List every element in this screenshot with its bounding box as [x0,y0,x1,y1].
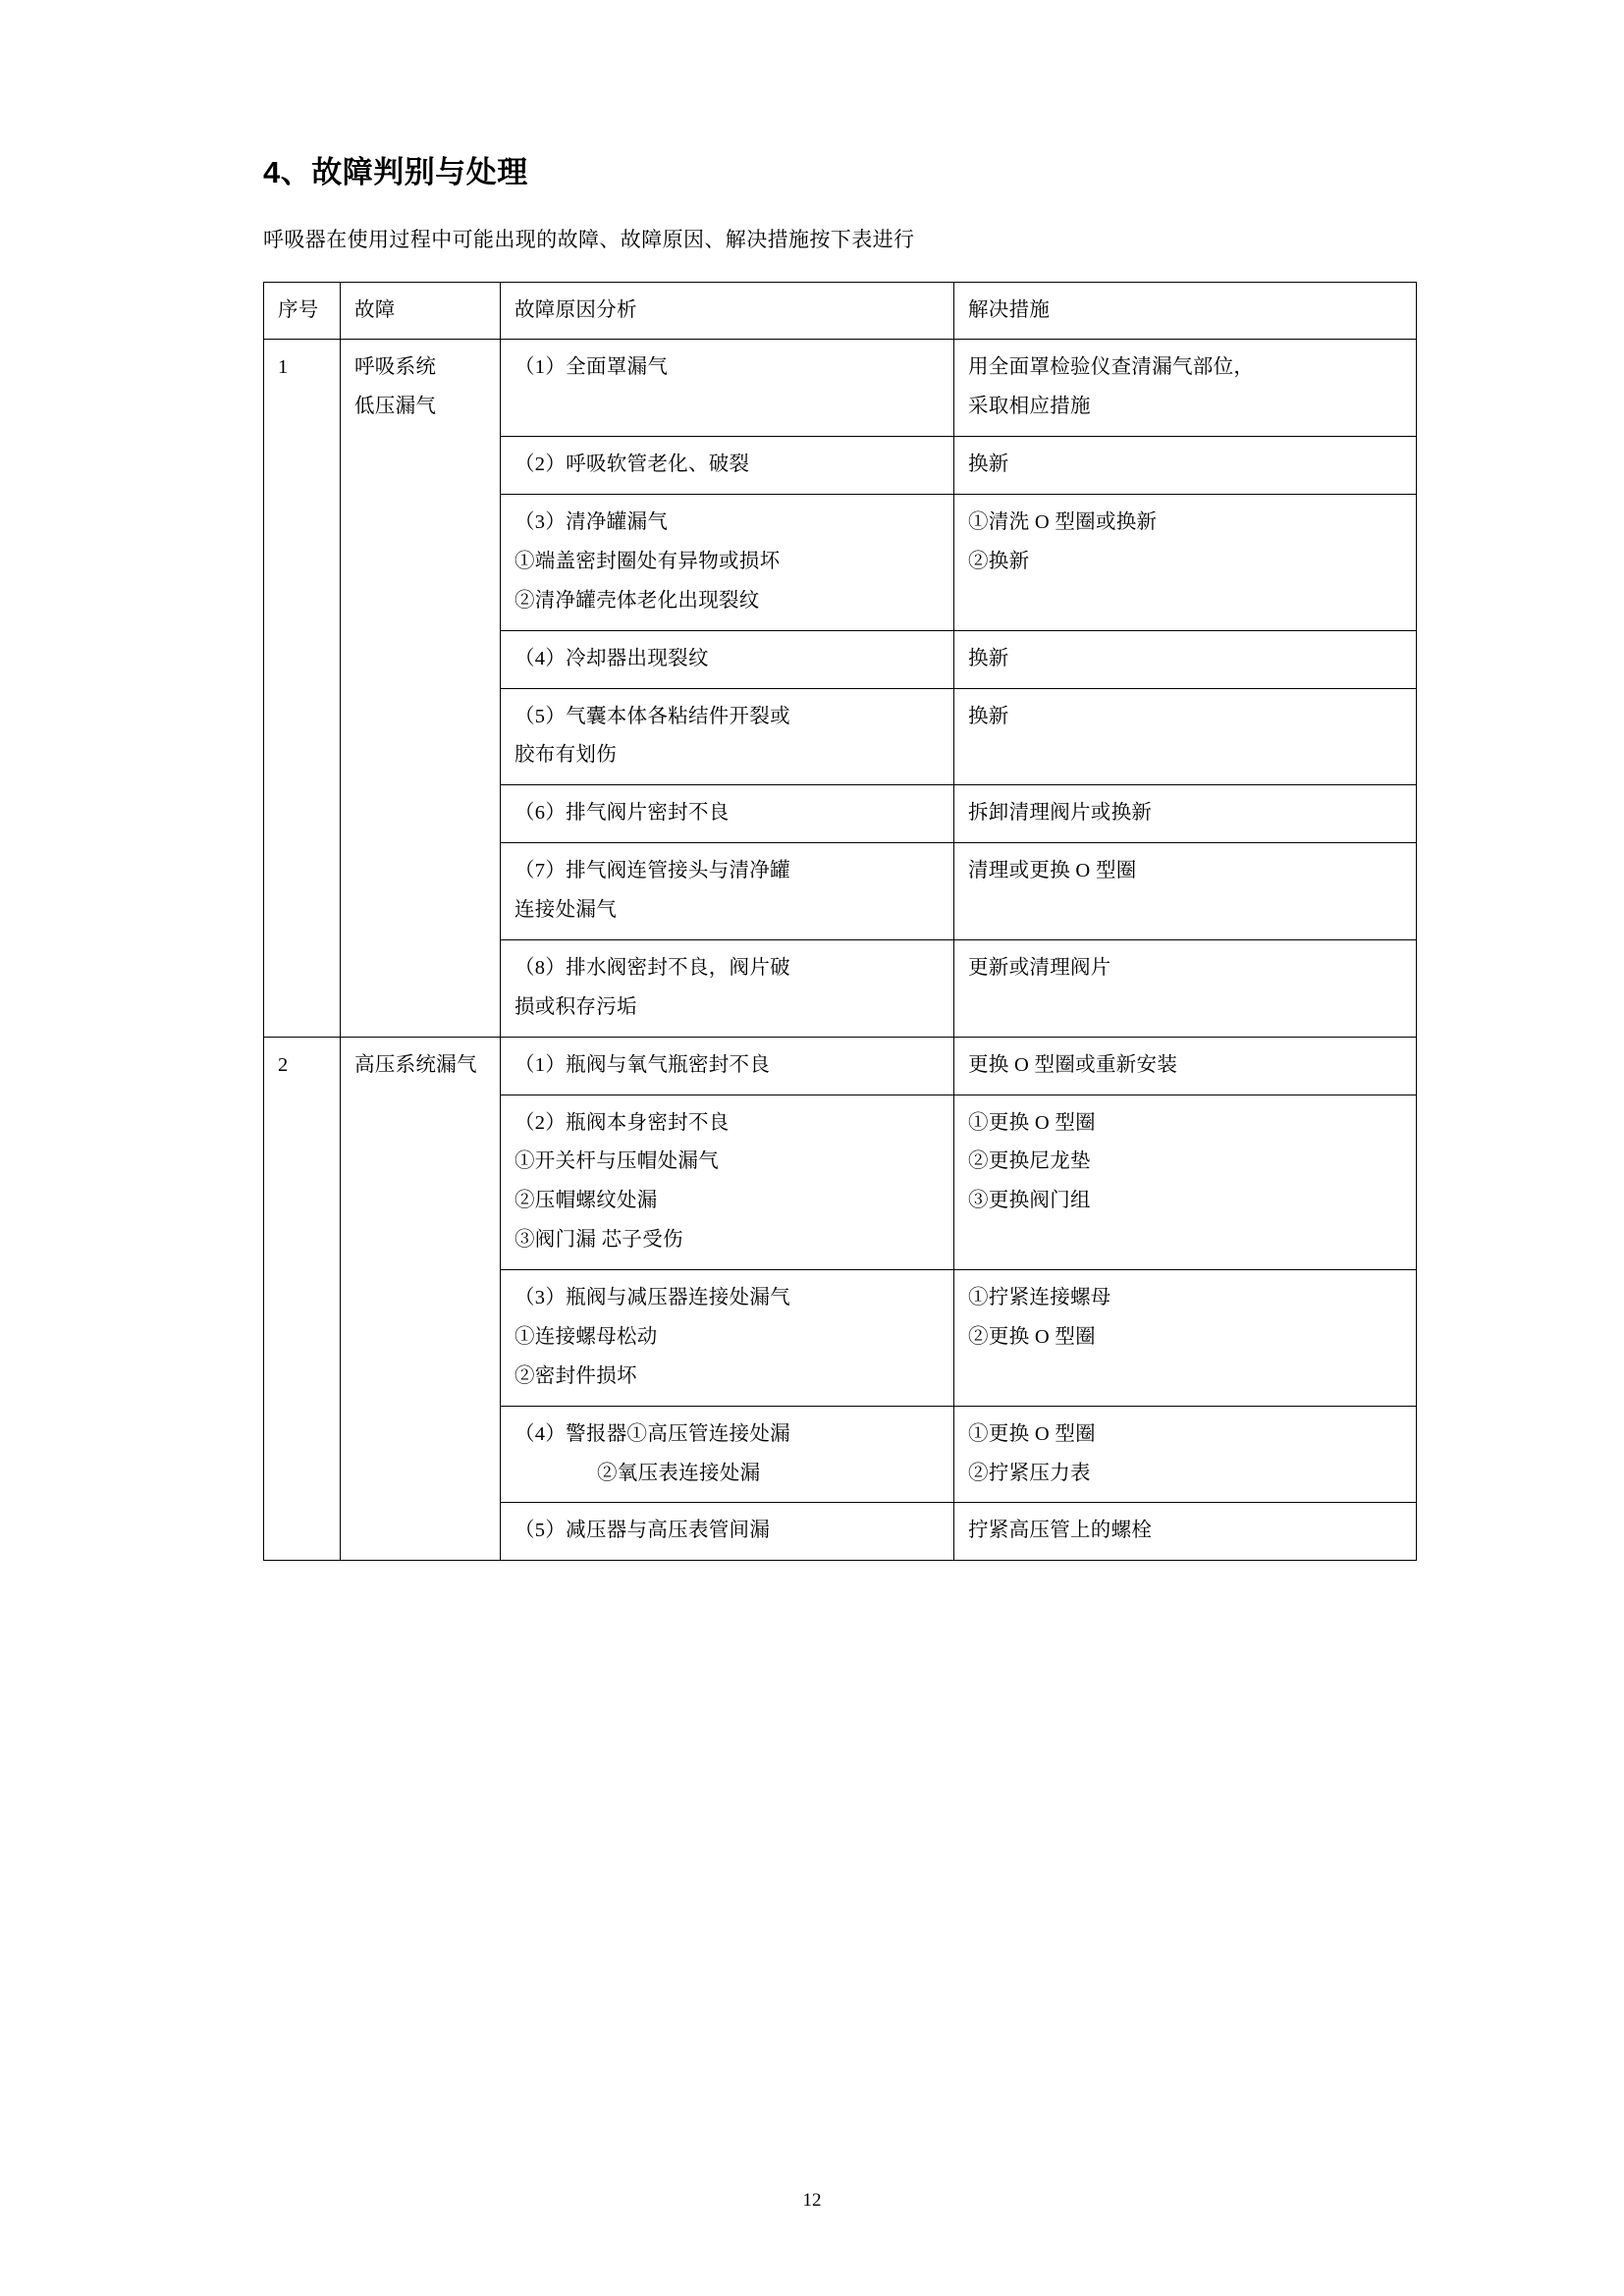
fix-cell: 更换 O 型圈或重新安装 [954,1037,1417,1095]
fix-cell: 用全面罩检验仪查清漏气部位， 采取相应措施 [954,340,1417,437]
fix-cell: 换新 [954,437,1417,495]
fix-cell: 换新 [954,688,1417,785]
fix-cell: 拧紧高压管上的螺栓 [954,1503,1417,1561]
fault-table [263,282,1417,1562]
cause-cell: （2）呼吸软管老化、破裂 [501,437,954,495]
fix-cell: ①更换 O 型圈 ②拧紧压力表 [954,1406,1417,1503]
cause-cell: （3）瓶阀与减压器连接处漏气 ①连接螺母松动 ②密封件损坏 [501,1270,954,1407]
table-row [264,1037,1417,1095]
fix-cell: ①拧紧连接螺母 ②更换 O 型圈 [954,1270,1417,1407]
header-fault: 故障 [341,282,501,340]
fix-cell: ①清洗 O 型圈或换新 ②换新 [954,495,1417,631]
fault-name: 高压系统漏气 [341,1037,501,1561]
cause-cell: （4）警报器①高压管连接处漏 ②氧压表连接处漏 [501,1406,954,1503]
row-number: 1 [264,340,341,1037]
page-title: 4、故障判别与处理 [263,155,528,189]
fix-cell: 清理或更换 O 型圈 [954,843,1417,940]
header-fix: 解决措施 [954,282,1417,340]
cause-cell: （7）排气阀连管接头与清净罐 连接处漏气 [501,843,954,940]
cause-cell: （4）冷却器出现裂纹 [501,630,954,688]
table-header-row [264,282,1417,340]
header-cause: 故障原因分析 [501,282,954,340]
cause-cell: （5）减压器与高压表管间漏 [501,1503,954,1561]
fix-cell: 拆卸清理阀片或换新 [954,785,1417,843]
fault-name: 呼吸系统 低压漏气 [341,340,501,1037]
fix-cell: ①更换 O 型圈 ②更换尼龙垫 ③更换阀门组 [954,1095,1417,1270]
cause-cell: （8）排水阀密封不良，阀片破 损或积存污垢 [501,939,954,1037]
cause-cell: （1）瓶阀与氧气瓶密封不良 [501,1037,954,1095]
table-row [264,340,1417,437]
row-number: 2 [264,1037,341,1561]
fix-cell: 换新 [954,630,1417,688]
cause-cell: （6）排气阀片密封不良 [501,785,954,843]
intro-paragraph: 呼吸器在使用过程中可能出现的故障、故障原因、解决措施按下表进行 [263,228,915,251]
header-no: 序号 [264,282,341,340]
cause-cell: （2）瓶阀本身密封不良 ①开关杆与压帽处漏气 ②压帽螺纹处漏 ③阀门漏 芯子受伤 [501,1095,954,1270]
cause-cell: （5）气囊本体各粘结件开裂或 胶布有划伤 [501,688,954,785]
fix-cell: 更新或清理阀片 [954,939,1417,1037]
page-number: 12 [802,2190,822,2211]
cause-cell: （3）清净罐漏气 ①端盖密封圈处有异物或损坏 ②清净罐壳体老化出现裂纹 [501,495,954,631]
cause-cell: （1）全面罩漏气 [501,340,954,437]
